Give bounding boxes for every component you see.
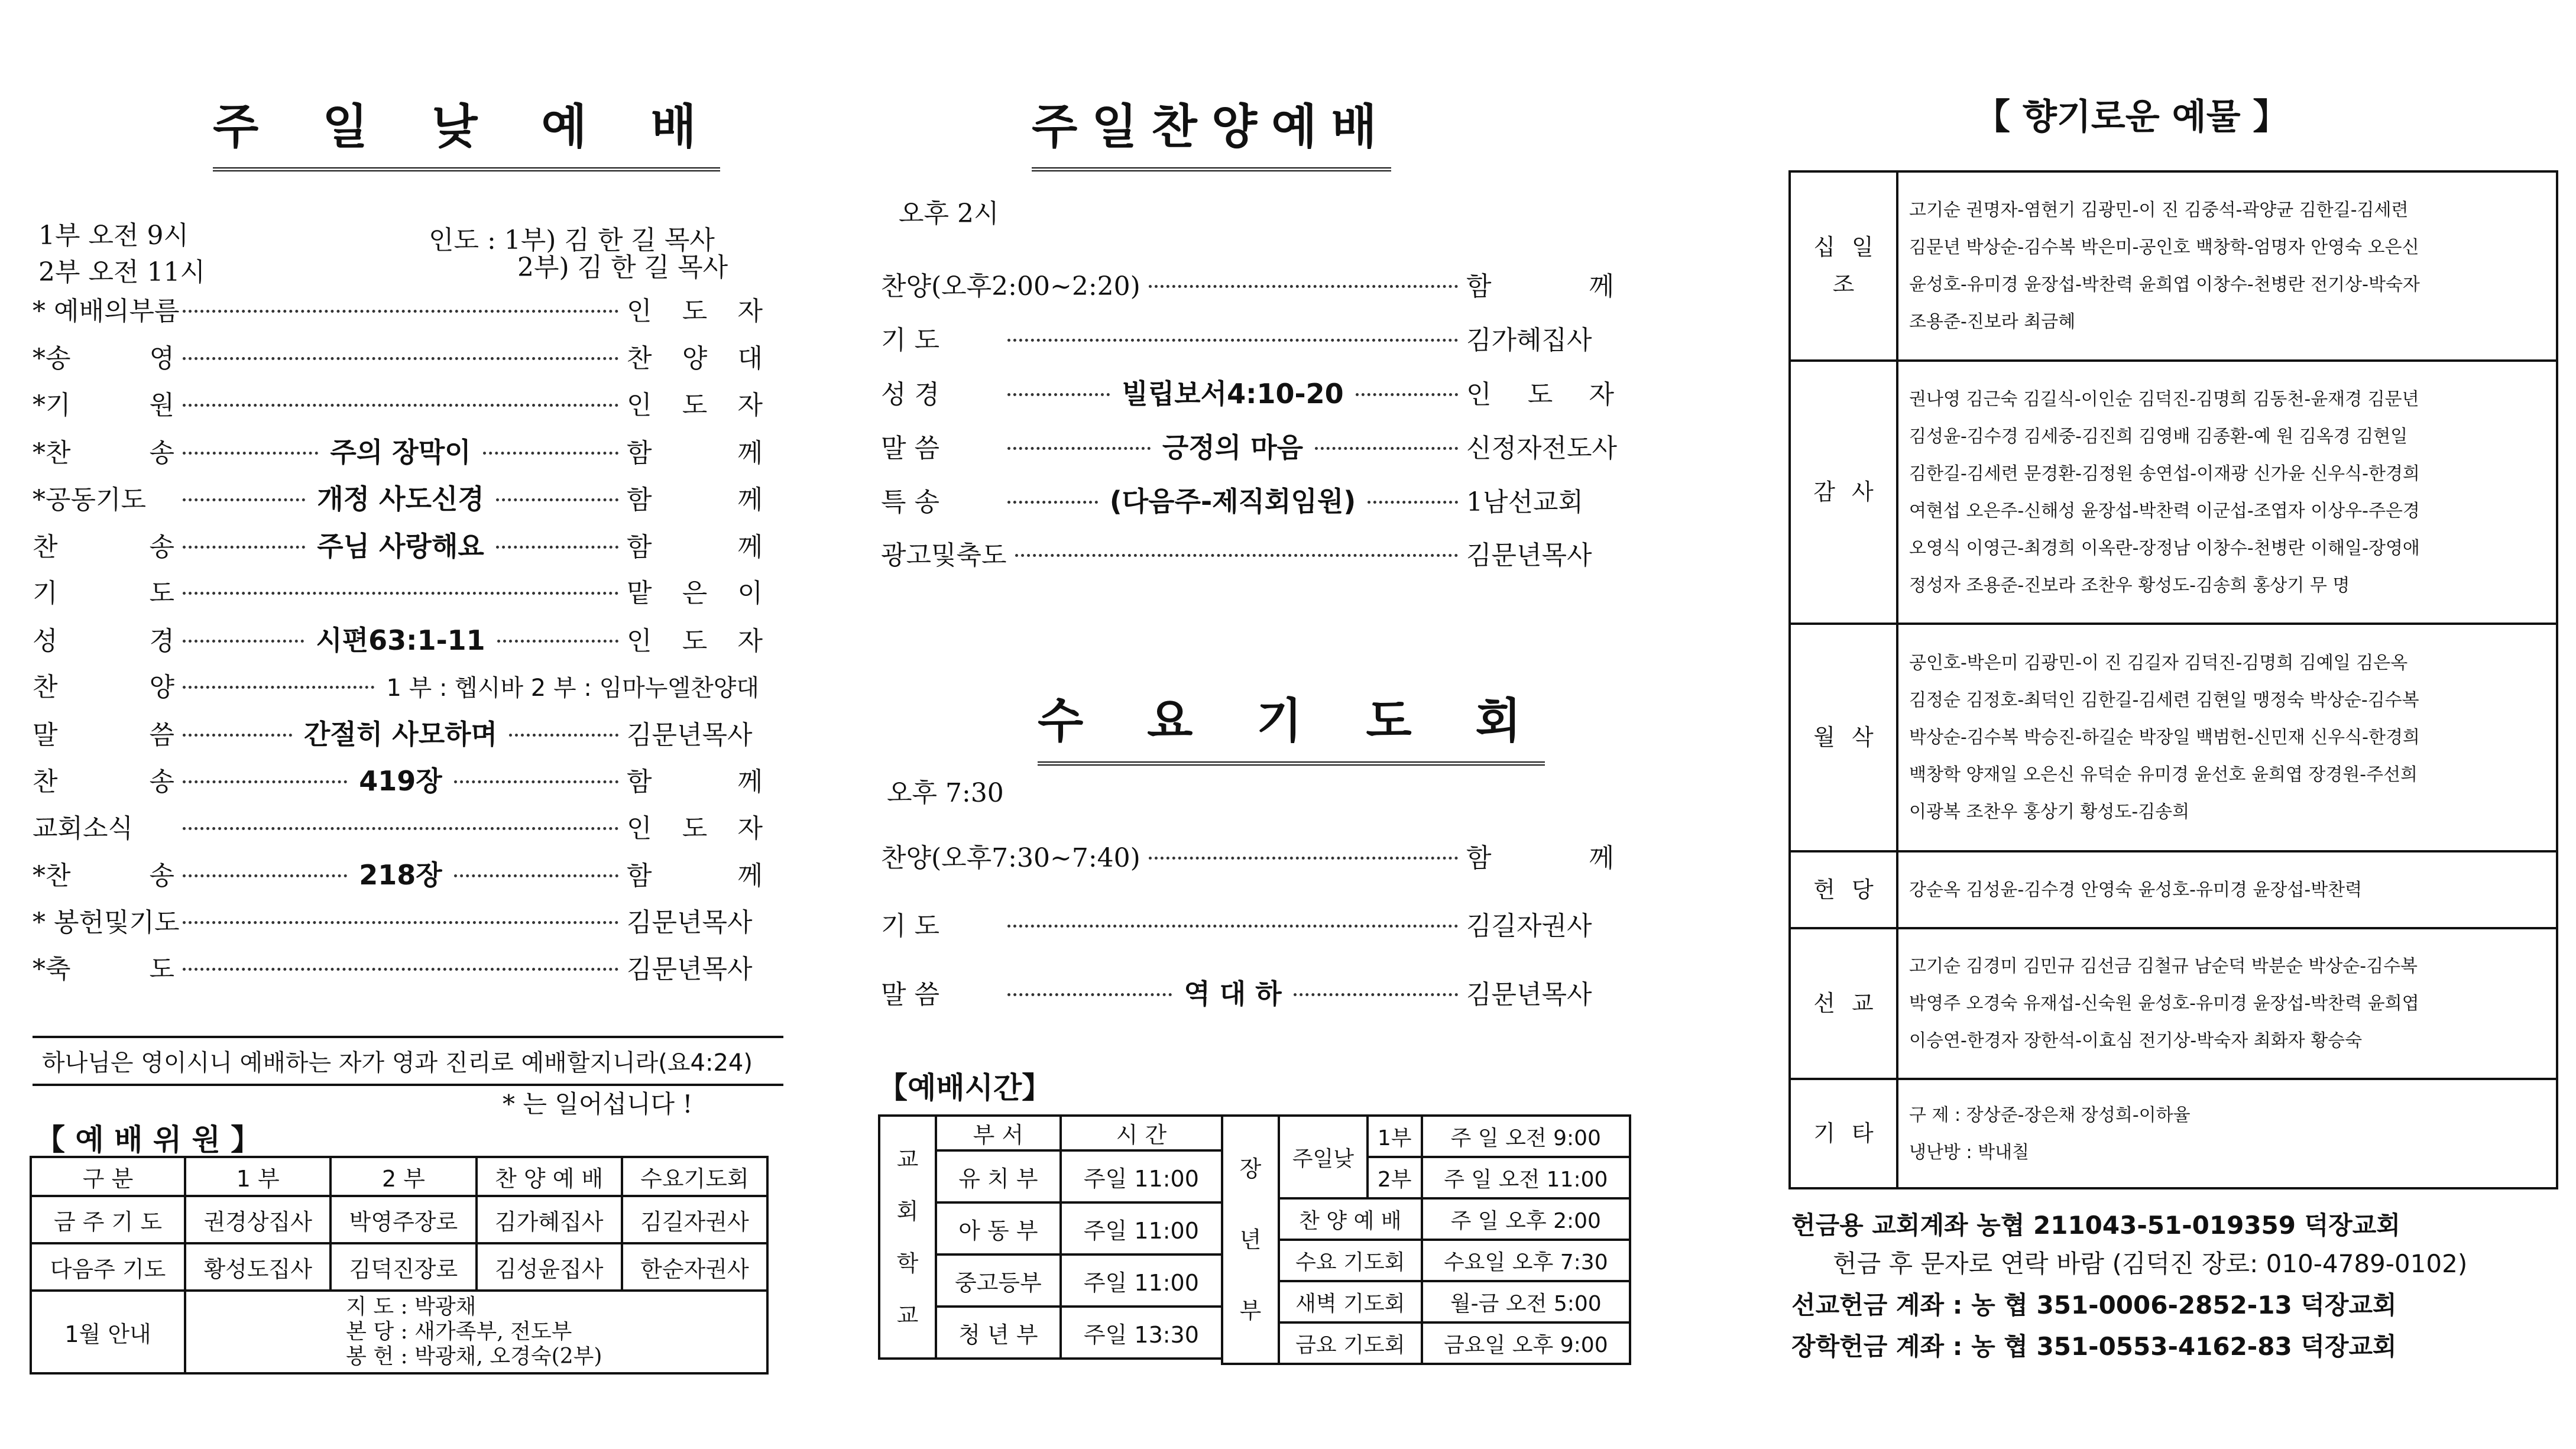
- offering-line: 고기순 김경미 김민규 김선금 김철규 남순덕 박분순 박상순-김수복: [1909, 956, 2418, 977]
- sunday-service-panel: [24, 0, 780, 1449]
- order-row: [33, 713, 763, 748]
- offering-line: 박영주 오경숙 유재섭-신숙원 윤성호-유미경 윤장섭-박찬력 윤희엽: [1909, 993, 2419, 1014]
- schedule-cell: 주 일 오후 2:00: [1422, 1198, 1630, 1240]
- order-item: 간절히 사모하며: [303, 718, 498, 750]
- order-leader: 맡 은 이: [627, 578, 763, 608]
- offering-row: [1790, 361, 2557, 624]
- order-label: 기 도: [881, 325, 939, 355]
- schedule-cell: 중고등부: [936, 1254, 1061, 1307]
- order-label: 기 도: [881, 911, 939, 941]
- order-label: 찬 양: [33, 672, 174, 702]
- committee-header-cell: 수요기도회: [622, 1157, 767, 1196]
- order-item: 주님 사랑해요: [317, 530, 484, 562]
- order-leader: 함 께: [1466, 843, 1614, 873]
- committee-cell: 권경상집사: [185, 1196, 330, 1243]
- dot-leader: [1007, 339, 1458, 342]
- dot-leader: [454, 780, 618, 783]
- notice-line: 본 당 : 새가족부, 전도부: [346, 1320, 572, 1344]
- order-item: 빌립보서4:10-20: [1122, 378, 1344, 410]
- dot-leader: [1315, 447, 1458, 450]
- offering-line: 김문년 박상순-김수복 박은미-공인호 백창학-엄명자 안영숙 오은신: [1909, 237, 2419, 258]
- order-row: [33, 290, 763, 325]
- offering-line: 권나영 김근숙 김길식-이인순 김덕진-김명희 김동천-윤재경 김문년: [1909, 388, 2419, 410]
- order-label: *기 원: [33, 390, 174, 420]
- order-row: [881, 480, 1614, 516]
- order-row: [33, 478, 763, 513]
- dot-leader: [183, 640, 304, 643]
- offering-line: 김성윤-김수경 김세중-김진희 김영배 김종환-예 원 김옥경 김현일: [1909, 426, 2408, 447]
- order-leader: 김문년목사: [627, 907, 753, 938]
- schedule-cell: 아 동 부: [936, 1202, 1061, 1254]
- order-leader: 함 께: [627, 767, 763, 797]
- dot-leader: [497, 640, 618, 643]
- offering-line: 구 제 : 장상준-장은채 장성희-이하율: [1909, 1104, 2191, 1126]
- dot-leader: [183, 780, 347, 783]
- sunday-service-title: 주 일 낮 예 배: [213, 89, 720, 171]
- notice-label: 1월 안내: [31, 1291, 185, 1373]
- schedule-cell: 주 일 오전 9:00: [1422, 1116, 1630, 1157]
- committee-header-cell: 구 분: [31, 1157, 185, 1196]
- order-row: [881, 319, 1614, 354]
- dot-leader: [183, 452, 318, 455]
- table-row: [1222, 1198, 1630, 1240]
- order-leader: 인 도 자: [627, 390, 763, 420]
- offering-line: 백창학 양재일 오은신 유덕순 유미경 윤선호 윤희엽 장경원-주선희: [1909, 764, 2418, 785]
- committee-cell: 김길자권사: [622, 1196, 767, 1243]
- offering-category: 선교: [1790, 928, 1897, 1079]
- order-row: [33, 384, 763, 419]
- sunday-label: 주일낮: [1279, 1116, 1368, 1198]
- order-row: [881, 905, 1614, 940]
- order-row: [881, 426, 1618, 463]
- dot-leader: [183, 921, 618, 924]
- dot-leader: [496, 498, 618, 501]
- committee-cell: 김성윤집사: [477, 1243, 622, 1291]
- mission-account: 선교헌금 계좌 : 농 협 351-0006-2852-13 덕장교회: [1791, 1291, 2397, 1320]
- order-leader: 인 도 자: [1466, 380, 1615, 410]
- order-leader: 김문년목사: [627, 954, 753, 984]
- contact-note: 헌금 후 문자로 연락 바람 (김덕진 장로: 010-4789-0102): [1833, 1249, 2468, 1278]
- committee-cell: 다음주 기도: [31, 1243, 185, 1291]
- schedule-cell: 찬 양 예 배: [1279, 1198, 1422, 1240]
- order-leader: 함 께: [627, 531, 763, 562]
- order-label: 찬 송: [33, 531, 174, 562]
- adult-label: [1222, 1116, 1279, 1364]
- afternoon-panel: [872, 0, 1641, 1449]
- offering-line: 냉난방 : 박내칠: [1909, 1142, 2030, 1163]
- schedule-cell: 주일 11:00: [1061, 1150, 1222, 1202]
- order-label: 기 도: [33, 578, 174, 608]
- order-leader: 인 도 자: [627, 813, 763, 844]
- offering-line: 고기순 권명자-염현기 김광민-이 진 김중석-곽양균 김한길-김세련: [1909, 200, 2409, 221]
- order-label: 찬 송: [33, 767, 174, 797]
- offering-names: [1897, 361, 2557, 624]
- dot-leader: [1294, 993, 1458, 996]
- dot-leader: [183, 734, 292, 737]
- offering-line: 박상순-김수복 박승진-하길순 박장일 백범헌-신민재 신우식-한경희: [1909, 727, 2420, 748]
- order-leader: 함 께: [627, 437, 763, 468]
- order-row: [881, 837, 1614, 872]
- order-row: [33, 337, 763, 372]
- dot-leader: [1007, 501, 1098, 504]
- dot-leader: [1007, 393, 1110, 396]
- schedule-cell: 수요 기도회: [1279, 1240, 1422, 1281]
- order-item: 주의 장막이: [330, 436, 471, 468]
- schedule-cell: 청 년 부: [936, 1307, 1061, 1359]
- offering-names: [1897, 1079, 2557, 1188]
- schedule-cell: 금요일 오후 9:00: [1422, 1322, 1630, 1364]
- committee-header-cell: 1 부: [185, 1157, 330, 1196]
- order-row: [33, 948, 763, 983]
- order-row: [33, 666, 763, 701]
- offering-category: 월삭: [1790, 624, 1897, 851]
- scholarship-account: 장학헌금 계좌 : 농 협 351-0553-4162-83 덕장교회: [1791, 1332, 2397, 1361]
- school-schedule-table: [878, 1114, 1223, 1360]
- table-row: [1222, 1322, 1630, 1364]
- schedule-cell: 주일 11:00: [1061, 1254, 1222, 1307]
- order-leader: 신정자전도사: [1466, 433, 1618, 463]
- table-row: [1222, 1240, 1630, 1281]
- order-label: *축 도: [33, 954, 174, 984]
- schedule-cell: 1부: [1368, 1116, 1422, 1157]
- school-label: [879, 1116, 936, 1359]
- dot-leader: [483, 452, 618, 455]
- service-leader-1: 인도 : 1부) 김 한 길 목사: [429, 225, 715, 255]
- offering-row: [1790, 851, 2557, 928]
- order-leader: 김문년목사: [1466, 980, 1592, 1010]
- offering-row: [1790, 1079, 2557, 1188]
- order-label: 말 씀: [881, 433, 939, 463]
- order-row: [33, 807, 763, 842]
- committee-cell: 황성도집사: [185, 1243, 330, 1291]
- school-header-cell: 부 서: [936, 1116, 1061, 1150]
- order-item: 1 부 : 헵시바 2 부 : 임마누엘찬양대: [386, 675, 759, 702]
- order-label: *찬 송: [33, 437, 174, 468]
- order-row: [33, 854, 763, 889]
- order-row: [881, 265, 1614, 300]
- dot-leader: [454, 874, 618, 877]
- order-leader: 1남선교회: [1466, 487, 1584, 517]
- notice-content: [185, 1291, 767, 1373]
- scripture-verse: 하나님은 영이시니 예배하는 자가 영과 진리로 예배할지니라(요4:24): [33, 1036, 783, 1086]
- order-row: [33, 619, 763, 654]
- dot-leader: [509, 734, 618, 737]
- order-item: (다음주-제직회임원): [1109, 485, 1356, 517]
- committee-table: [30, 1156, 769, 1375]
- offering-line: 이광복 조찬우 홍상기 황성도-김송희: [1909, 802, 2190, 822]
- church-account: 헌금용 교회계좌 농협 211043-51-019359 덕장교회: [1791, 1211, 2400, 1240]
- dot-leader: [1015, 554, 1458, 557]
- order-row: [881, 372, 1614, 408]
- offering-line: 강순옥 김성윤-김수경 안영숙 윤성호-유미경 윤장섭-박찬력: [1909, 879, 2363, 900]
- service-time-2: 2부 오전 11시: [38, 257, 205, 287]
- order-label: *송 영: [33, 343, 174, 374]
- order-leader: 김문년목사: [627, 719, 753, 750]
- offerings-panel: [1786, 0, 2560, 1449]
- order-item: 역 대 하: [1184, 978, 1282, 1010]
- order-label: * 봉헌및기도: [33, 907, 180, 938]
- service-time-1: 1부 오전 9시: [38, 221, 189, 251]
- schedule-cell: 새벽 기도회: [1279, 1281, 1422, 1322]
- schedule-cell: 2부: [1368, 1157, 1422, 1198]
- table-row: [31, 1291, 767, 1373]
- offerings-table: [1788, 170, 2558, 1189]
- offering-names: [1897, 171, 2557, 361]
- dot-leader: [183, 498, 305, 501]
- dot-leader: [183, 310, 618, 313]
- order-leader: 김가혜집사: [1466, 325, 1592, 355]
- order-row: [33, 760, 763, 795]
- committee-cell: 김가혜집사: [477, 1196, 622, 1243]
- committee-cell: 박영주장로: [330, 1196, 476, 1243]
- dot-leader: [496, 546, 618, 549]
- schedule-title: 【예배시간】: [878, 1071, 1052, 1105]
- schedule-cell: 주일 11:00: [1061, 1202, 1222, 1254]
- order-label: *찬 송: [33, 861, 174, 891]
- table-row: [1222, 1281, 1630, 1322]
- order-leader: 함 께: [627, 485, 763, 515]
- offering-category: 감사: [1790, 361, 1897, 624]
- order-label: 교회소식: [33, 813, 134, 844]
- offering-category: 헌당: [1790, 851, 1897, 928]
- dot-leader: [183, 827, 618, 830]
- order-label: 성 경: [881, 380, 939, 410]
- committee-header-cell: 찬 양 예 배: [477, 1157, 622, 1196]
- offering-names: [1897, 928, 2557, 1079]
- committee-title: 【 예 배 위 원 】: [35, 1123, 261, 1157]
- school-header-cell: 시 간: [1061, 1116, 1222, 1150]
- order-row: [881, 973, 1614, 1008]
- order-leader: 인 도 자: [627, 625, 763, 656]
- dot-leader: [183, 874, 347, 877]
- order-row: [33, 901, 763, 936]
- offering-category: 기타: [1790, 1079, 1897, 1188]
- order-item: 시편63:1-11: [316, 624, 485, 656]
- committee-cell: 한순자권사: [622, 1243, 767, 1291]
- order-label: 말 씀: [881, 980, 939, 1010]
- order-row: [881, 534, 1614, 569]
- offering-line: 김한길-김세련 문경환-김정원 송연섭-이재광 신가윤 신우식-한경희: [1909, 463, 2420, 484]
- dot-leader: [1356, 393, 1458, 396]
- order-leader: 인 도 자: [627, 296, 763, 326]
- offering-category: 십일조: [1790, 171, 1897, 361]
- service-leader-2: 2부) 김 한 길 목사: [517, 252, 728, 283]
- adult-label-text: 장년부: [1239, 1156, 1262, 1324]
- order-leader: 함 께: [1466, 271, 1614, 302]
- order-label: 성 경: [33, 625, 174, 656]
- order-label: *공동기도: [33, 485, 147, 515]
- order-item: 개정 사도신경: [317, 483, 484, 515]
- offering-line: 공인호-박은미 김광민-이 진 김길자 김덕진-김명희 김예일 김은옥: [1909, 653, 2408, 673]
- offerings-title: 【 향기로운 예물 】: [1975, 96, 2289, 138]
- schedule-cell: 유 치 부: [936, 1150, 1061, 1202]
- offering-names: [1897, 624, 2557, 851]
- dot-leader: [183, 968, 618, 971]
- committee-header-cell: 2 부: [330, 1157, 476, 1196]
- order-leader: 김문년목사: [1466, 540, 1592, 570]
- offering-row: [1790, 928, 2557, 1079]
- order-row: [33, 572, 763, 607]
- order-label: 광고및축도: [881, 540, 1007, 570]
- order-row: [33, 525, 763, 560]
- wednesday-service-time: 오후 7:30: [887, 778, 1004, 808]
- committee-cell: 김덕진장로: [330, 1243, 476, 1291]
- offering-line: 조용준-진보라 최금혜: [1909, 312, 2076, 332]
- dot-leader: [1007, 925, 1458, 928]
- schedule-cell: 주 일 오전 11:00: [1422, 1157, 1630, 1198]
- offering-row: [1790, 624, 2557, 851]
- praise-service-title: 주일찬양예배: [1032, 89, 1391, 171]
- schedule-cell: 수요일 오후 7:30: [1422, 1240, 1630, 1281]
- offering-line: 정성자 조용준-진보라 조찬우 황성도-김송희 홍상기 무 명: [1909, 575, 2350, 596]
- offering-names: [1897, 851, 2557, 928]
- order-item: 긍정의 마음: [1162, 432, 1304, 463]
- order-leader: 찬 양 대: [627, 343, 763, 374]
- offering-line: 윤성호-유미경 윤장섭-박찬력 윤희엽 이창수-천병란 전기상-박숙자: [1909, 274, 2420, 295]
- offering-row: [1790, 171, 2557, 361]
- dot-leader: [183, 404, 618, 407]
- dot-leader: [1149, 285, 1458, 288]
- table-row: [31, 1243, 767, 1291]
- dot-leader: [183, 592, 618, 595]
- schedule-cell: 금요 기도회: [1279, 1322, 1422, 1364]
- offering-line: 김정순 김정호-최덕인 김한길-김세련 김현일 맹정숙 박상순-김수복: [1909, 690, 2419, 711]
- order-leader: 김길자권사: [1466, 911, 1592, 941]
- order-label: 찬양(오후7:30~7:40): [881, 843, 1140, 873]
- dot-leader: [1368, 501, 1458, 504]
- praise-service-time: 오후 2시: [899, 199, 999, 229]
- wednesday-service-title: 수 요 기 도 회: [1038, 683, 1545, 766]
- order-leader: 함 께: [627, 861, 763, 891]
- order-item: 218장: [359, 859, 442, 891]
- offering-line: 오영식 이영근-최경희 이옥란-장정남 이창수-천병란 이해일-장영애: [1909, 537, 2420, 559]
- adult-schedule-table: [1221, 1114, 1631, 1365]
- offering-line: 이승연-한경자 장한석-이효심 전기상-박숙자 최화자 황승숙: [1909, 1030, 2363, 1051]
- order-label: 특 송: [881, 487, 939, 517]
- stand-note: * 는 일어섭니다 !: [503, 1090, 693, 1119]
- offering-line: 여현섭 오은주-신해성 윤장섭-박찬력 이군섭-조엽자 이상우-주은경: [1909, 500, 2420, 521]
- committee-cell: 금 주 기 도: [31, 1196, 185, 1243]
- dot-leader: [183, 546, 305, 549]
- dot-leader: [183, 357, 618, 360]
- notice-line: 봉 헌 : 박광채, 오경숙(2부): [346, 1344, 602, 1369]
- dot-leader: [1007, 993, 1172, 996]
- order-label: 찬양(오후2:00~2:20): [881, 271, 1140, 302]
- order-item: 419장: [359, 765, 442, 797]
- order-label: 말 씀: [33, 719, 174, 750]
- order-label: * 예배의부름: [33, 296, 180, 326]
- notice-line: 지 도 : 박광채: [346, 1295, 477, 1319]
- dot-leader: [1149, 857, 1458, 860]
- dot-leader: [183, 686, 374, 689]
- dot-leader: [1007, 447, 1151, 450]
- schedule-cell: 월-금 오전 5:00: [1422, 1281, 1630, 1322]
- schedule-cell: 주일 13:30: [1061, 1307, 1222, 1359]
- table-row: [31, 1196, 767, 1243]
- school-label-text: 교회학교: [896, 1146, 919, 1328]
- order-row: [33, 431, 763, 466]
